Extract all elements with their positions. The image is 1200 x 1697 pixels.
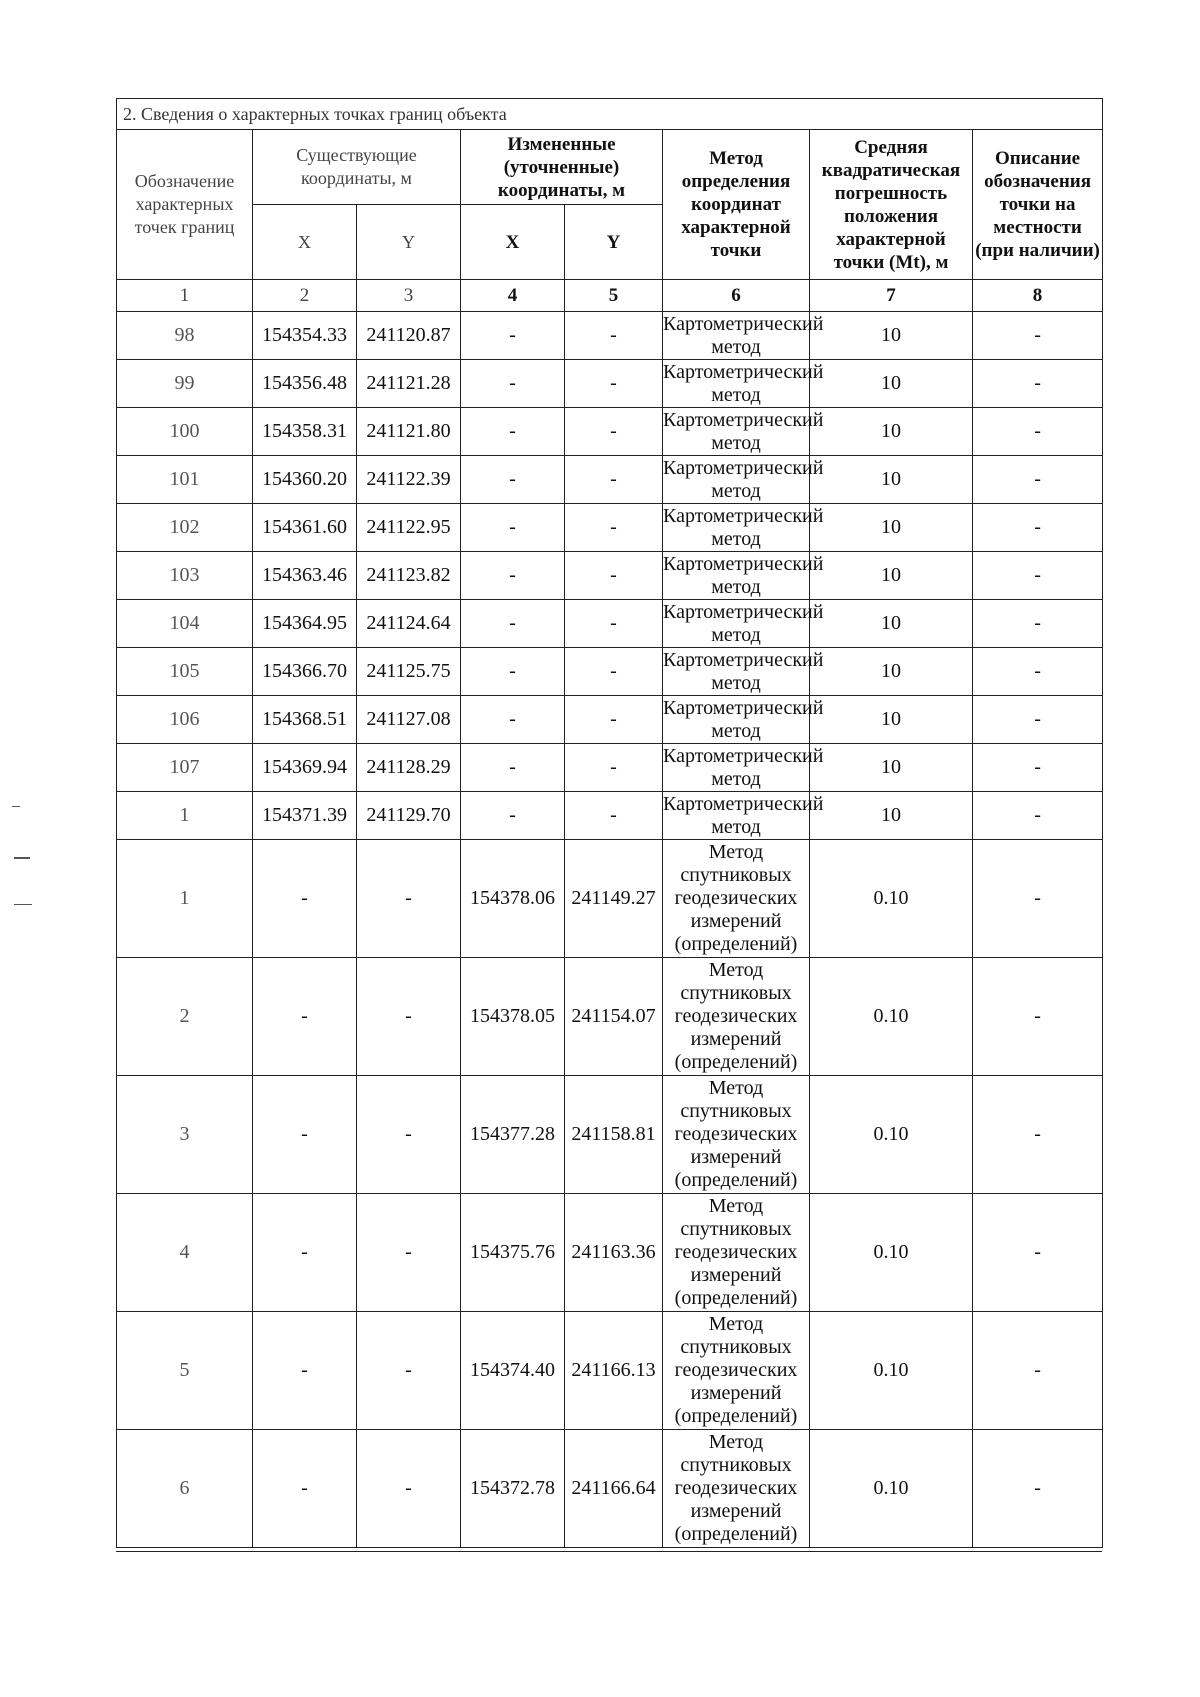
cell-y-changed: - bbox=[565, 408, 663, 456]
cell-x-changed: 154374.40 bbox=[461, 1312, 565, 1430]
cell-y-changed: - bbox=[565, 312, 663, 360]
cell-x-changed: - bbox=[461, 312, 565, 360]
cell-point: 103 bbox=[117, 552, 253, 600]
cell-error: 0.10 bbox=[810, 1076, 973, 1194]
cell-error: 0.10 bbox=[810, 1430, 973, 1548]
cell-x-existing: 154364.95 bbox=[253, 600, 357, 648]
cell-error: 10 bbox=[810, 744, 973, 792]
cell-description: - bbox=[973, 1312, 1103, 1430]
cell-x-existing: 154361.60 bbox=[253, 504, 357, 552]
cell-point: 2 bbox=[117, 958, 253, 1076]
cell-method: Метод спутниковых геодезических измерений (определений) bbox=[663, 1312, 810, 1430]
cell-x-existing: 154371.39 bbox=[253, 792, 357, 840]
cell-y-existing: 241127.08 bbox=[357, 696, 461, 744]
cell-error: 10 bbox=[810, 600, 973, 648]
cell-y-changed: - bbox=[565, 744, 663, 792]
header-changed-coordinates: Измененные (уточненные) координаты, м bbox=[461, 130, 663, 205]
cell-description: - bbox=[973, 1194, 1103, 1312]
cell-point: 99 bbox=[117, 360, 253, 408]
cell-point: 98 bbox=[117, 312, 253, 360]
cell-error: 0.10 bbox=[810, 840, 973, 958]
cell-x-existing: 154354.33 bbox=[253, 312, 357, 360]
cell-y-changed: - bbox=[565, 504, 663, 552]
cell-y-existing: 241124.64 bbox=[357, 600, 461, 648]
cell-point: 100 bbox=[117, 408, 253, 456]
table-row bbox=[117, 648, 1103, 696]
cell-y-changed: 241149.27 bbox=[565, 840, 663, 958]
cell-error: 10 bbox=[810, 792, 973, 840]
cell-description: - bbox=[973, 696, 1103, 744]
cell-y-existing: 241128.29 bbox=[357, 744, 461, 792]
header-method: Метод определения координат характерной точки bbox=[663, 130, 810, 280]
cell-x-changed: - bbox=[461, 792, 565, 840]
cell-x-existing: - bbox=[253, 1430, 357, 1548]
cell-y-changed: - bbox=[565, 552, 663, 600]
cell-x-changed: 154378.05 bbox=[461, 958, 565, 1076]
cell-description: - bbox=[973, 360, 1103, 408]
cell-x-existing: - bbox=[253, 1312, 357, 1430]
cell-x-existing: - bbox=[253, 958, 357, 1076]
cell-y-existing: 241122.95 bbox=[357, 504, 461, 552]
cell-method: Картометрический метод bbox=[663, 552, 824, 598]
cell-point: 102 bbox=[117, 504, 253, 552]
cell-x-existing: 154358.31 bbox=[253, 408, 357, 456]
cell-x-existing: 154363.46 bbox=[253, 552, 357, 600]
table-row bbox=[117, 600, 1103, 648]
cell-y-existing: - bbox=[357, 1430, 461, 1548]
cell-error: 10 bbox=[810, 504, 973, 552]
cell-description: - bbox=[973, 744, 1103, 792]
cell-y-existing: - bbox=[357, 958, 461, 1076]
column-number-8: 8 bbox=[973, 280, 1103, 312]
column-number-1: 1 bbox=[117, 280, 253, 312]
cell-x-changed: - bbox=[461, 648, 565, 696]
cell-point: 6 bbox=[117, 1430, 253, 1548]
cell-y-changed: - bbox=[565, 600, 663, 648]
cell-y-existing: 241123.82 bbox=[357, 552, 461, 600]
cell-y-existing: - bbox=[357, 1194, 461, 1312]
cell-method: Картометрический метод bbox=[663, 312, 824, 358]
cell-y-changed: - bbox=[565, 648, 663, 696]
table-bottom-rule bbox=[116, 1551, 1102, 1552]
table-row bbox=[117, 504, 1103, 552]
cell-method: Метод спутниковых геодезических измерений (определений) bbox=[663, 1194, 810, 1312]
column-number-2: 2 bbox=[253, 280, 357, 312]
cell-x-changed: - bbox=[461, 456, 565, 504]
cell-y-changed: - bbox=[565, 360, 663, 408]
cell-method: Картометрический метод bbox=[663, 504, 824, 550]
cell-description: - bbox=[973, 504, 1103, 552]
cell-y-changed: 241166.64 bbox=[565, 1430, 663, 1548]
cell-y-changed: 241154.07 bbox=[565, 958, 663, 1076]
cell-method: Метод спутниковых геодезических измерений (определений) bbox=[663, 1430, 810, 1548]
cell-error: 0.10 bbox=[810, 1194, 973, 1312]
section-title: 2. Сведения о характерных точках границ объекта bbox=[117, 99, 1103, 130]
cell-error: 10 bbox=[810, 360, 973, 408]
cell-x-existing: - bbox=[253, 1076, 357, 1194]
header-x-existing: X bbox=[253, 205, 357, 280]
cell-x-existing: 154369.94 bbox=[253, 744, 357, 792]
header-point: Обозначение характерных точек границ bbox=[117, 130, 253, 280]
cell-x-existing: 154360.20 bbox=[253, 456, 357, 504]
cell-point: 106 bbox=[117, 696, 253, 744]
cell-y-existing: - bbox=[357, 840, 461, 958]
column-number-7: 7 bbox=[810, 280, 973, 312]
cell-method: Картометрический метод bbox=[663, 456, 824, 502]
cell-y-changed: 241163.36 bbox=[565, 1194, 663, 1312]
cell-error: 10 bbox=[810, 408, 973, 456]
cell-y-existing: - bbox=[357, 1312, 461, 1430]
cell-error: 10 bbox=[810, 552, 973, 600]
table-row bbox=[117, 1194, 1103, 1312]
cell-method: Метод спутниковых геодезических измерений (определений) bbox=[663, 958, 810, 1076]
cell-point: 5 bbox=[117, 1312, 253, 1430]
cell-y-changed: 241158.81 bbox=[565, 1076, 663, 1194]
scan-artifact bbox=[12, 806, 20, 807]
boundary-points-table bbox=[116, 98, 1103, 1548]
header-error: Средняя квадратическая погрешность положения характерной точки (Mt), м bbox=[810, 130, 973, 280]
table-row bbox=[117, 792, 1103, 840]
column-number-6: 6 bbox=[663, 280, 810, 312]
cell-x-existing: - bbox=[253, 840, 357, 958]
table-row bbox=[117, 744, 1103, 792]
table-row bbox=[117, 840, 1103, 958]
header-existing-coordinates: Существующие координаты, м bbox=[253, 130, 461, 205]
cell-y-changed: - bbox=[565, 456, 663, 504]
cell-point: 1 bbox=[117, 792, 253, 840]
cell-x-changed: - bbox=[461, 696, 565, 744]
cell-y-existing: 241129.70 bbox=[357, 792, 461, 840]
cell-description: - bbox=[973, 958, 1103, 1076]
cell-y-changed: - bbox=[565, 792, 663, 840]
table-row bbox=[117, 552, 1103, 600]
table-row bbox=[117, 1312, 1103, 1430]
table-row bbox=[117, 1076, 1103, 1194]
cell-y-existing: - bbox=[357, 1076, 461, 1194]
cell-x-changed: - bbox=[461, 360, 565, 408]
cell-description: - bbox=[973, 312, 1103, 360]
cell-point: 1 bbox=[117, 840, 253, 958]
cell-description: - bbox=[973, 552, 1103, 600]
document-page bbox=[116, 98, 1102, 1552]
cell-point: 104 bbox=[117, 600, 253, 648]
column-number-3: 3 bbox=[357, 280, 461, 312]
cell-method: Картометрический метод bbox=[663, 648, 824, 694]
cell-description: - bbox=[973, 600, 1103, 648]
cell-y-existing: 241121.28 bbox=[357, 360, 461, 408]
cell-error: 10 bbox=[810, 696, 973, 744]
cell-point: 3 bbox=[117, 1076, 253, 1194]
cell-x-existing: - bbox=[253, 1194, 357, 1312]
cell-y-existing: 241121.80 bbox=[357, 408, 461, 456]
cell-error: 10 bbox=[810, 456, 973, 504]
cell-method: Картометрический метод bbox=[663, 408, 824, 454]
cell-point: 101 bbox=[117, 456, 253, 504]
cell-y-changed: - bbox=[565, 696, 663, 744]
cell-y-existing: 241125.75 bbox=[357, 648, 461, 696]
cell-x-changed: - bbox=[461, 600, 565, 648]
cell-x-changed: - bbox=[461, 552, 565, 600]
cell-x-changed: 154377.28 bbox=[461, 1076, 565, 1194]
table-row bbox=[117, 312, 1103, 360]
scan-artifact bbox=[14, 857, 30, 859]
cell-point: 4 bbox=[117, 1194, 253, 1312]
cell-x-existing: 154356.48 bbox=[253, 360, 357, 408]
cell-x-changed: - bbox=[461, 744, 565, 792]
scan-artifact bbox=[14, 904, 32, 905]
cell-x-existing: 154368.51 bbox=[253, 696, 357, 744]
cell-description: - bbox=[973, 408, 1103, 456]
cell-y-changed: 241166.13 bbox=[565, 1312, 663, 1430]
cell-method: Картометрический метод bbox=[663, 696, 824, 742]
cell-method: Картометрический метод bbox=[663, 792, 824, 838]
table-row bbox=[117, 1430, 1103, 1548]
cell-description: - bbox=[973, 792, 1103, 840]
table-row bbox=[117, 456, 1103, 504]
cell-description: - bbox=[973, 456, 1103, 504]
cell-description: - bbox=[973, 1430, 1103, 1548]
cell-x-changed: 154375.76 bbox=[461, 1194, 565, 1312]
cell-method: Картометрический метод bbox=[663, 360, 824, 406]
cell-x-changed: - bbox=[461, 504, 565, 552]
column-number-5: 5 bbox=[565, 280, 663, 312]
cell-x-changed: 154372.78 bbox=[461, 1430, 565, 1548]
table-row bbox=[117, 958, 1103, 1076]
cell-error: 10 bbox=[810, 312, 973, 360]
cell-y-existing: 241120.87 bbox=[357, 312, 461, 360]
cell-error: 0.10 bbox=[810, 958, 973, 1076]
cell-point: 105 bbox=[117, 648, 253, 696]
cell-error: 10 bbox=[810, 648, 973, 696]
cell-description: - bbox=[973, 840, 1103, 958]
header-x-changed: X bbox=[461, 205, 565, 280]
table-row bbox=[117, 360, 1103, 408]
cell-method: Картометрический метод bbox=[663, 744, 824, 790]
header-description: Описание обозначения точки на местности (при наличии) bbox=[973, 130, 1103, 280]
table-row bbox=[117, 696, 1103, 744]
cell-method: Метод спутниковых геодезических измерений (определений) bbox=[663, 840, 810, 958]
cell-y-existing: 241122.39 bbox=[357, 456, 461, 504]
header-y-changed: Y bbox=[565, 205, 663, 280]
header-y-existing: Y bbox=[357, 205, 461, 280]
cell-error: 0.10 bbox=[810, 1312, 973, 1430]
cell-method: Картометрический метод bbox=[663, 600, 824, 646]
cell-x-changed: 154378.06 bbox=[461, 840, 565, 958]
cell-x-existing: 154366.70 bbox=[253, 648, 357, 696]
cell-description: - bbox=[973, 648, 1103, 696]
table-row bbox=[117, 408, 1103, 456]
cell-method: Метод спутниковых геодезических измерений (определений) bbox=[663, 1076, 810, 1194]
cell-x-changed: - bbox=[461, 408, 565, 456]
cell-point: 107 bbox=[117, 744, 253, 792]
column-number-4: 4 bbox=[461, 280, 565, 312]
cell-description: - bbox=[973, 1076, 1103, 1194]
